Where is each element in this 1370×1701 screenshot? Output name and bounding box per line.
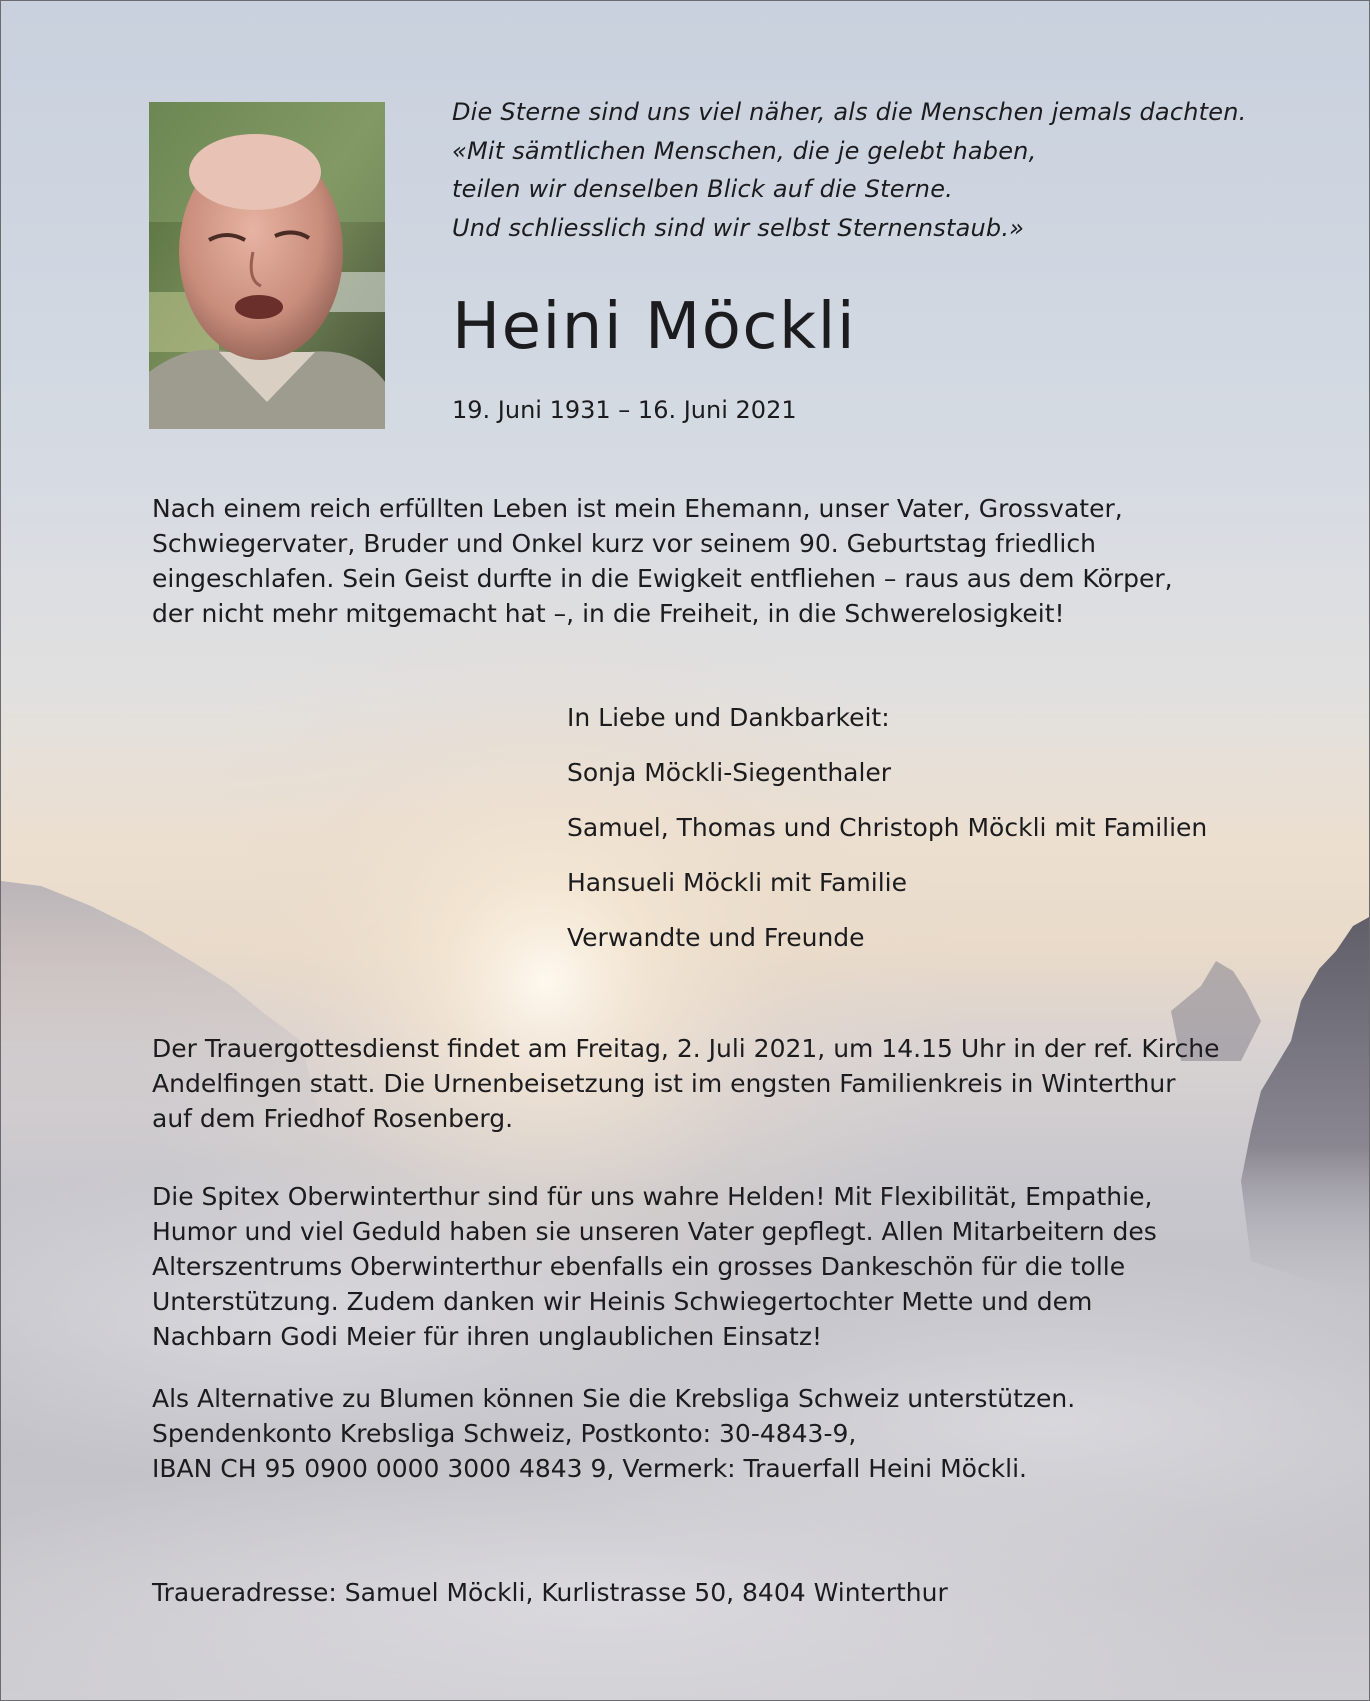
life-dates: 19. Juni 1931 – 16. Juni 2021 [452, 396, 797, 424]
text-line: Andelfingen statt. Die Urnenbeisetzung ist im engsten Familienkreis in Winterthur [152, 1069, 1176, 1098]
mourner-name: Verwandte und Freunde [567, 923, 865, 952]
service-paragraph [152, 1031, 1332, 1136]
portrait-photo [149, 102, 385, 429]
mourner-name: Samuel, Thomas und Christoph Möckli mit Familien [567, 813, 1208, 842]
motto-line: teilen wir denselben Blick auf die Sterne. [452, 175, 953, 203]
mourning-address [152, 1575, 1332, 1610]
text-line: Der Trauergottesdienst findet am Freitag, 2. Juli 2021, um 14.15 Uhr in der ref. Kirche [152, 1034, 1220, 1063]
text-line: Spendenkonto Krebsliga Schweiz, Postkonto: 30-4843-9, [152, 1419, 857, 1448]
motto-line: Und schliesslich sind wir selbst Sternenstaub.» [452, 213, 1025, 242]
thanks-paragraph [152, 1179, 1332, 1354]
mourners-heading: In Liebe und Dankbarkeit: [567, 703, 890, 732]
text-line: auf dem Friedhof Rosenberg. [152, 1104, 514, 1133]
text-line: Traueradresse: Samuel Möckli, Kurlistrasse 50, 8404 Winterthur [152, 1578, 948, 1607]
text-line: IBAN CH 95 0900 0000 3000 4843 9, Vermerk: Trauerfall Heini Möckli. [152, 1454, 1027, 1483]
mourners-list [567, 698, 1327, 973]
text-line: Nach einem reich erfüllten Leben ist mein Ehemann, unser Vater, Grossvater, [152, 494, 1123, 523]
text-line: Als Alternative zu Blumen können Sie die Krebsliga Schweiz unterstützen. [152, 1384, 1076, 1413]
announcement-paragraph [152, 491, 1332, 631]
deceased-name: Heini Möckli [452, 290, 857, 364]
donation-paragraph [152, 1381, 1332, 1486]
text-line: der nicht mehr mitgemacht hat –, in die Freiheit, in die Schwerelosigkeit! [152, 599, 1065, 628]
mourner-name: Sonja Möckli-Siegenthaler [567, 758, 892, 787]
text-line: eingeschlafen. Sein Geist durfte in die Ewigkeit entfliehen – raus aus dem Körper, [152, 564, 1173, 593]
mourner-name: Hansueli Möckli mit Familie [567, 868, 908, 897]
text-line: Unterstützung. Zudem danken wir Heinis Schwiegertochter Mette und dem [152, 1287, 1093, 1316]
text-line: Alterszentrums Oberwinterthur ebenfalls ein grosses Dankeschön für die tolle [152, 1252, 1126, 1281]
text-line: Humor und viel Geduld haben sie unseren Vater gepflegt. Allen Mitarbeitern des [152, 1217, 1157, 1246]
motto-line: «Mit sämtlichen Menschen, die je gelebt haben, [452, 136, 1037, 165]
text-line: Die Spitex Oberwinterthur sind für uns wahre Helden! Mit Flexibilität, Empathie, [152, 1182, 1153, 1211]
text-line: Schwiegervater, Bruder und Onkel kurz vor seinem 90. Geburtstag friedlich [152, 529, 1096, 558]
text-line: Nachbarn Godi Meier für ihren unglaublichen Einsatz! [152, 1322, 822, 1351]
motto-quote [452, 93, 1332, 247]
motto-line: Die Sterne sind uns viel näher, als die Menschen jemals dachten. [452, 98, 1247, 126]
